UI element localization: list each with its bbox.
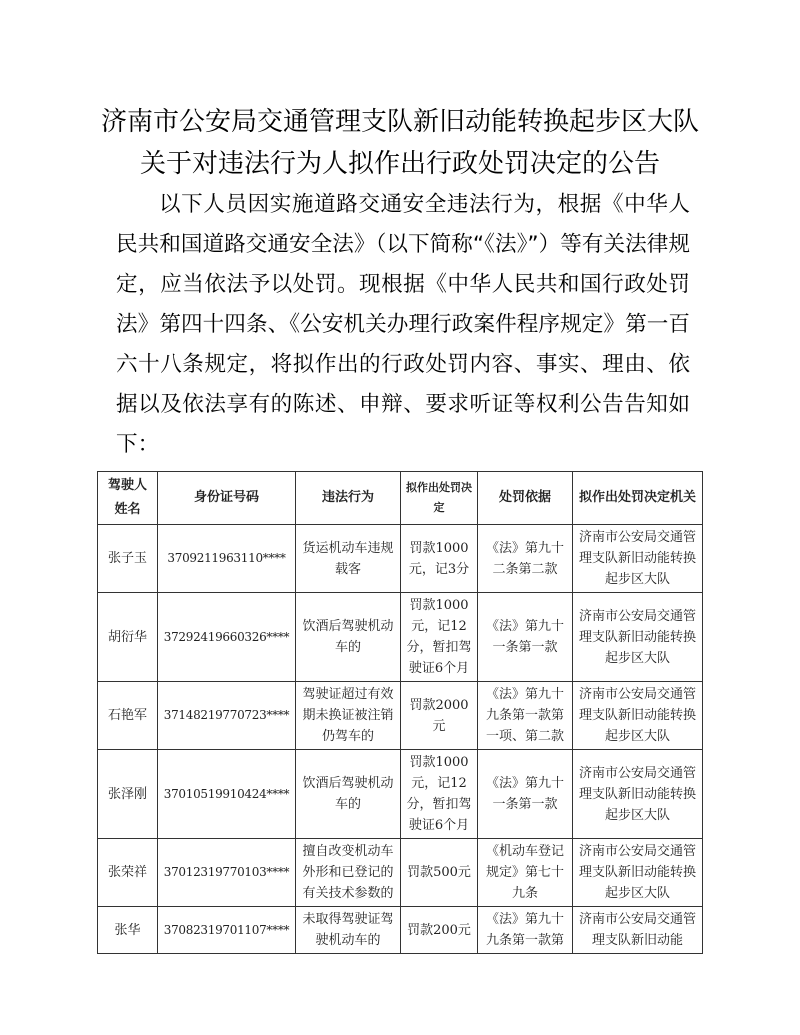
cell-authority: 济南市公安局交通管理支队新旧动能转换起步区大队	[573, 750, 703, 839]
cell-penalty: 罚款1000元，记12分，暂扣驾驶证6个月	[401, 593, 478, 682]
cell-violation: 饮酒后驾驶机动车的	[296, 593, 401, 682]
table-row	[98, 907, 703, 954]
cell-penalty: 罚款1000元，记12分，暂扣驾驶证6个月	[401, 750, 478, 839]
cell-id: 37012319770103****	[158, 839, 296, 907]
header-legal-basis: 处罚依据	[478, 472, 573, 525]
cell-penalty: 罚款2000元	[401, 682, 478, 750]
cell-name: 张荣祥	[98, 839, 158, 907]
penalty-table	[97, 471, 703, 954]
document-title-line2: 关于对违法行为人拟作出行政处罚决定的公告	[139, 149, 660, 179]
cell-id: 37082319701107****	[158, 907, 296, 954]
cell-name: 胡衍华	[98, 593, 158, 682]
cell-violation: 擅自改变机动车外形和已登记的有关技术参数的	[296, 839, 401, 907]
table-row	[98, 750, 703, 839]
cell-name: 张子玉	[98, 525, 158, 593]
cell-basis: 《法》第九十九条第一款第一项、第二款	[478, 682, 573, 750]
cell-basis: 《法》第九十九条第一款第	[478, 907, 573, 954]
header-authority: 拟作出处罚决定机关	[573, 472, 703, 525]
table-container	[97, 471, 800, 954]
cell-authority: 济南市公安局交通管理支队新旧动能转换起步区大队	[573, 839, 703, 907]
cell-basis: 《法》第九十一条第一款	[478, 750, 573, 839]
cell-penalty: 罚款500元	[401, 839, 478, 907]
table-header-row	[98, 472, 703, 525]
table-row	[98, 839, 703, 907]
intro-paragraph: 以下人员因实施道路交通安全违法行为，根据《中华人民共和国道路交通安全法》（以下简称“《法》”）等有关法律规定，应当依法予以处罚。现根据《中华人民共和国行政处罚法》第四十四条、《公安机关办理行政案件程序规定》第一百六十八条规定，将拟作出的行政处罚内容、事实、理由、依据以及依法享有的陈述、申辩、要求听证等权利公告告知如下：	[116, 192, 690, 457]
cell-authority: 济南市公安局交通管理支队新旧动能转换起步区大队	[573, 525, 703, 593]
cell-id: 3709211963110****	[158, 525, 296, 593]
cell-id: 37148219770723****	[158, 682, 296, 750]
cell-basis: 《机动车登记规定》第七十九条	[478, 839, 573, 907]
cell-basis: 《法》第九十一条第一款	[478, 593, 573, 682]
header-violation: 违法行为	[296, 472, 401, 525]
cell-id: 37010519910424****	[158, 750, 296, 839]
cell-name: 张华	[98, 907, 158, 954]
cell-penalty: 罚款1000元，记3分	[401, 525, 478, 593]
cell-name: 石艳军	[98, 682, 158, 750]
cell-basis: 《法》第九十二条第二款	[478, 525, 573, 593]
cell-violation: 驾驶证超过有效期未换证被注销仍驾车的	[296, 682, 401, 750]
cell-authority: 济南市公安局交通管理支队新旧动能	[573, 907, 703, 954]
cell-authority: 济南市公安局交通管理支队新旧动能转换起步区大队	[573, 682, 703, 750]
header-driver-name: 驾驶人姓名	[98, 472, 158, 525]
cell-violation: 未取得驾驶证驾驶机动车的	[296, 907, 401, 954]
cell-violation: 货运机动车违规载客	[296, 525, 401, 593]
table-row	[98, 525, 703, 593]
cell-penalty: 罚款200元	[401, 907, 478, 954]
table-row	[98, 682, 703, 750]
table-row	[98, 593, 703, 682]
document-title-line1: 济南市公安局交通管理支队新旧动能转换起步区大队	[100, 107, 699, 137]
header-id-number: 身份证号码	[158, 472, 296, 525]
cell-id: 37292419660326****	[158, 593, 296, 682]
cell-authority: 济南市公安局交通管理支队新旧动能转换起步区大队	[573, 593, 703, 682]
cell-violation: 饮酒后驾驶机动车的	[296, 750, 401, 839]
cell-name: 张泽刚	[98, 750, 158, 839]
header-proposed-penalty: 拟作出处罚决定	[401, 472, 478, 525]
